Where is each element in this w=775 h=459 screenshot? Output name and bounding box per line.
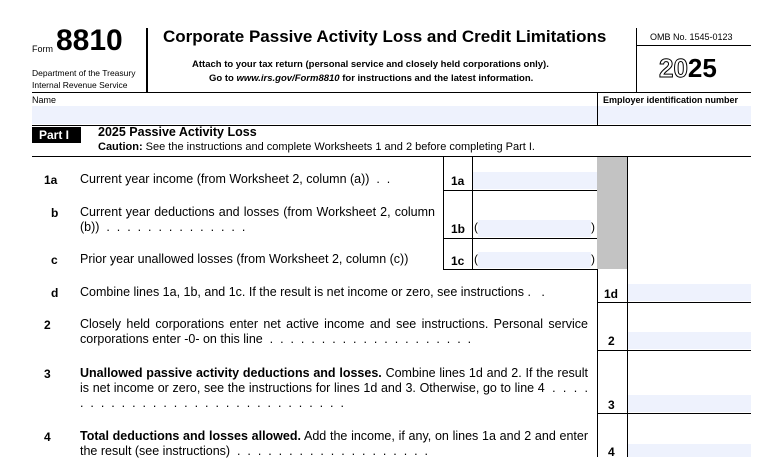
- paren-close: ): [591, 220, 595, 234]
- ein-input[interactable]: [598, 106, 751, 124]
- dept-treasury: Department of the Treasury: [32, 68, 136, 78]
- line-1a-input[interactable]: [473, 172, 597, 189]
- line-1d-text: Combine lines 1a, 1b, and 1c. If the result is net income or zero, see instructions . .: [80, 285, 545, 299]
- shaded-area: [597, 157, 627, 269]
- line-2-input[interactable]: [628, 332, 751, 349]
- paren-open: (: [474, 220, 478, 234]
- line-number-3: 3: [44, 367, 51, 381]
- tax-year: 2025: [659, 53, 717, 83]
- line-number-1a: 1a: [44, 173, 58, 187]
- box-label-3: 3: [608, 398, 615, 412]
- line-1d-input[interactable]: [628, 284, 751, 301]
- line-2-text: Closely held corporations enter net active income and see instructions. Personal service corporations enter -0- on this line . . . . . . . . . . . . . . . . . . . .: [80, 317, 592, 346]
- omb-number: OMB No. 1545-0123: [650, 32, 733, 42]
- website-instructions: Go to www.irs.gov/Form8810 for instructions and the latest information.: [209, 73, 534, 84]
- line-number-2: 2: [44, 318, 51, 332]
- box-label-1c: 1c: [451, 254, 465, 268]
- box-label-2: 2: [608, 334, 615, 348]
- part-caution: Caution: See the instructions and complete Worksheets 1 and 2 before completing Part I.: [98, 141, 535, 153]
- dept-irs: Internal Revenue Service: [32, 80, 128, 90]
- line-number-4: 4: [44, 430, 51, 444]
- line-4-input[interactable]: [628, 444, 751, 457]
- name-label: Name: [32, 95, 57, 105]
- ein-label: Employer identification number: [603, 95, 739, 105]
- paren-open: (: [474, 252, 478, 266]
- line-number-1c: c: [51, 253, 58, 267]
- paren-close: ): [591, 252, 595, 266]
- line-1c-input[interactable]: [478, 252, 591, 268]
- line-3-input[interactable]: [628, 395, 751, 412]
- line-1c-text: Prior year unallowed losses (from Worksheet 2, column (c)): [80, 252, 409, 266]
- part-title: 2025 Passive Activity Loss: [98, 125, 257, 139]
- line-number-1b: b: [51, 206, 59, 220]
- line-1b-text: Current year deductions and losses (from Worksheet 2, column (b)) . . . . . . . . . . . . . .: [80, 205, 439, 234]
- box-label-1d: 1d: [604, 287, 619, 301]
- box-label-1a: 1a: [451, 174, 465, 188]
- irs-link[interactable]: www.irs.gov/Form8810: [236, 73, 340, 84]
- line-3-text: Unallowed passive activity deductions and losses. Combine lines 1d and 2. If the result is net income or zero, see the instructions for lines 1d and 3. Otherwise, go to line 4 . . . . . . . . . . . . . . . . . . . . . . . . . . . . . .: [80, 366, 595, 410]
- line-4-text: Total deductions and losses allowed. Add the income, if any, on lines 1a and 2 and enter the result (see instructions) . . . . . . . . . . . . . . . . . . .: [80, 429, 592, 458]
- form-number: 8810: [56, 24, 123, 57]
- attach-instructions: Attach to your tax return (personal service and closely held corporations only).: [192, 59, 549, 70]
- box-label-4: 4: [608, 445, 615, 459]
- part-badge: Part I: [32, 127, 81, 143]
- form-label: Form: [32, 44, 53, 54]
- line-1b-input[interactable]: [478, 220, 591, 237]
- line-1a-text: Current year income (from Worksheet 2, column (a)) . .: [80, 172, 391, 186]
- line-number-1d: d: [51, 286, 59, 300]
- form-title: Corporate Passive Activity Loss and Credit Limitations: [163, 27, 607, 46]
- name-input[interactable]: [32, 106, 597, 124]
- box-label-1b: 1b: [451, 222, 466, 236]
